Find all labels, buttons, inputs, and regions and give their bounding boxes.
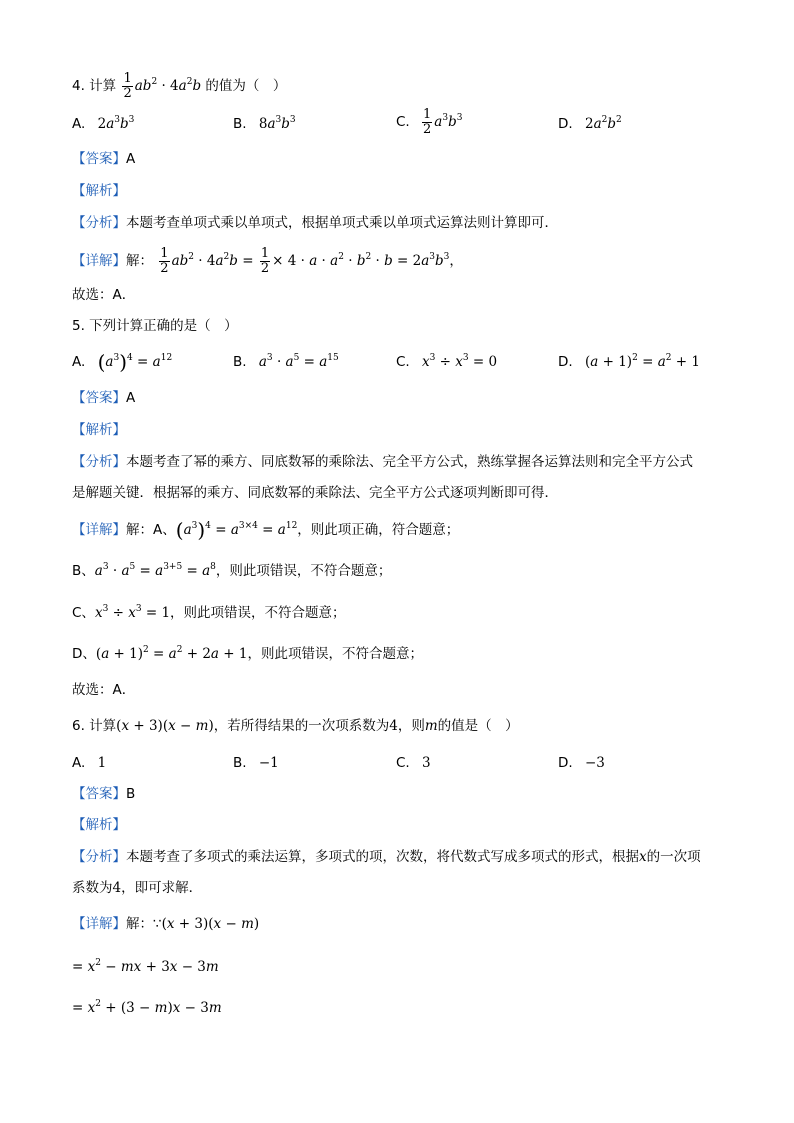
q4-answer: 【答案】A [72, 151, 136, 167]
q6-answer-value: B [126, 786, 136, 802]
q4-option-b[interactable]: B. $8a^3b^3$ [233, 115, 296, 132]
q5-conclusion: 故选：A． [72, 682, 136, 698]
q6-option-b[interactable]: B. −1 [233, 755, 279, 771]
q5-stem: 5. 下列计算正确的是（ ） [72, 318, 238, 334]
q4-answer-value: A [126, 151, 136, 167]
q5-option-b[interactable]: B. $a^3 \cdot a^5 = a^{15}$ [233, 353, 339, 370]
q6-step1: = $x^2$ − mx + 3x − 3m [72, 958, 219, 975]
q6-analysis-heading: 【解析】 [72, 817, 126, 833]
q5-xiangjie-b: B、$a^3 \cdot a^5 = a^{3+5} = a^8$，则此项错误，不符合题意； [72, 562, 392, 579]
q4-option-d[interactable]: D. $2a^2b^2$ [558, 115, 622, 132]
q4-option-c[interactable]: C. $\frac{1}{2}$ $a^3b^3$ [396, 107, 463, 137]
q4-fenxi: 【分析】本题考查单项式乘以单项式，根据单项式乘以单项式运算法则计算即可． [72, 215, 558, 231]
q5-fenxi-line2: 是解题关键．根据幂的乘方、同底数幂的乘除法、完全平方公式逐项判断即可得． [72, 485, 558, 501]
q6-step2: = $x^2 + (3 - m)x - 3m$ [72, 999, 222, 1016]
q4-number: 4. 计算 [72, 78, 117, 94]
q6-fenxi-line2: 系数为4，即可求解． [72, 880, 203, 896]
q4-tail: 的值为（ ） [205, 78, 287, 94]
q6-answer: 【答案】B [72, 786, 136, 802]
q6-fenxi-line1: 【分析】本题考查了多项式的乘法运算，多项式的项，次数，将代数式写成多项式的形式，根据x的一次项 [72, 849, 701, 865]
q6-option-d[interactable]: D. −3 [558, 755, 605, 771]
q4-stem [72, 72, 286, 101]
q6-option-a[interactable]: A. 1 [72, 755, 107, 771]
q4-analysis-heading: 【解析】 [72, 183, 126, 199]
q5-option-a[interactable]: A. $(a^3)^4 = a^{12}$ [72, 350, 173, 374]
q5-answer-value: A [126, 390, 136, 406]
q5-xiangjie-d: D、$(a + 1)^2 = a^2 + 2a + 1$，则此项错误，不符合题意； [72, 645, 423, 662]
q5-xiangjie-a: 【详解】解：A、$(a^3)^4 = a^{3\times 4} = a^{12}$，则此项正确，符合题意； [72, 518, 460, 542]
q5-option-d[interactable]: D. $(a + 1)^2 = a^2 + 1$ [558, 353, 700, 370]
q5-answer: 【答案】A [72, 390, 136, 406]
q5-analysis-heading: 【解析】 [72, 422, 126, 438]
q4-solution-expression: $\frac{1}{2}$ $ab^2 \cdot 4a^2b$ = $\frac{1}{2}$ × $4 \cdot a \cdot a^2 \cdot b^2 \cdot b = 2a^3b^3$， [160, 246, 463, 276]
q6-option-c[interactable]: C. 3 [396, 755, 431, 771]
q5-xiangjie-c: C、$x^3 \div x^3 = 1$，则此项错误，不符合题意； [72, 604, 346, 621]
q6-stem: 6. 计算(x + 3)(x − m)，若所得结果的一次项系数为4，则m的值是（ ） [72, 718, 519, 734]
q5-option-c[interactable]: C. $x^3 \div x^3 = 0$ [396, 353, 498, 370]
q4-conclusion: 故选：A． [72, 287, 136, 303]
q4-xiangjie: 【详解】解： $\frac{1}{2}$ $ab^2 \cdot 4a^2b$ = $\frac{1}{2}$ × $4 \cdot a \cdot a^2 \cdot b^2 \cdot b = 2a^3b^3$， [72, 246, 463, 276]
q4-expression: $\frac{1}{2}$ $ab^2 \cdot 4a^2b$ [123, 71, 202, 101]
q5-fenxi-line1: 【分析】本题考查了幂的乘方、同底数幂的乘除法、完全平方公式，熟练掌握各运算法则和完全平方公式 [72, 454, 693, 470]
q4-option-a[interactable]: A. $2a^3b^3$ [72, 115, 135, 132]
q6-xiangjie: 【详解】解：∵(x + 3)(x − m) [72, 916, 260, 932]
